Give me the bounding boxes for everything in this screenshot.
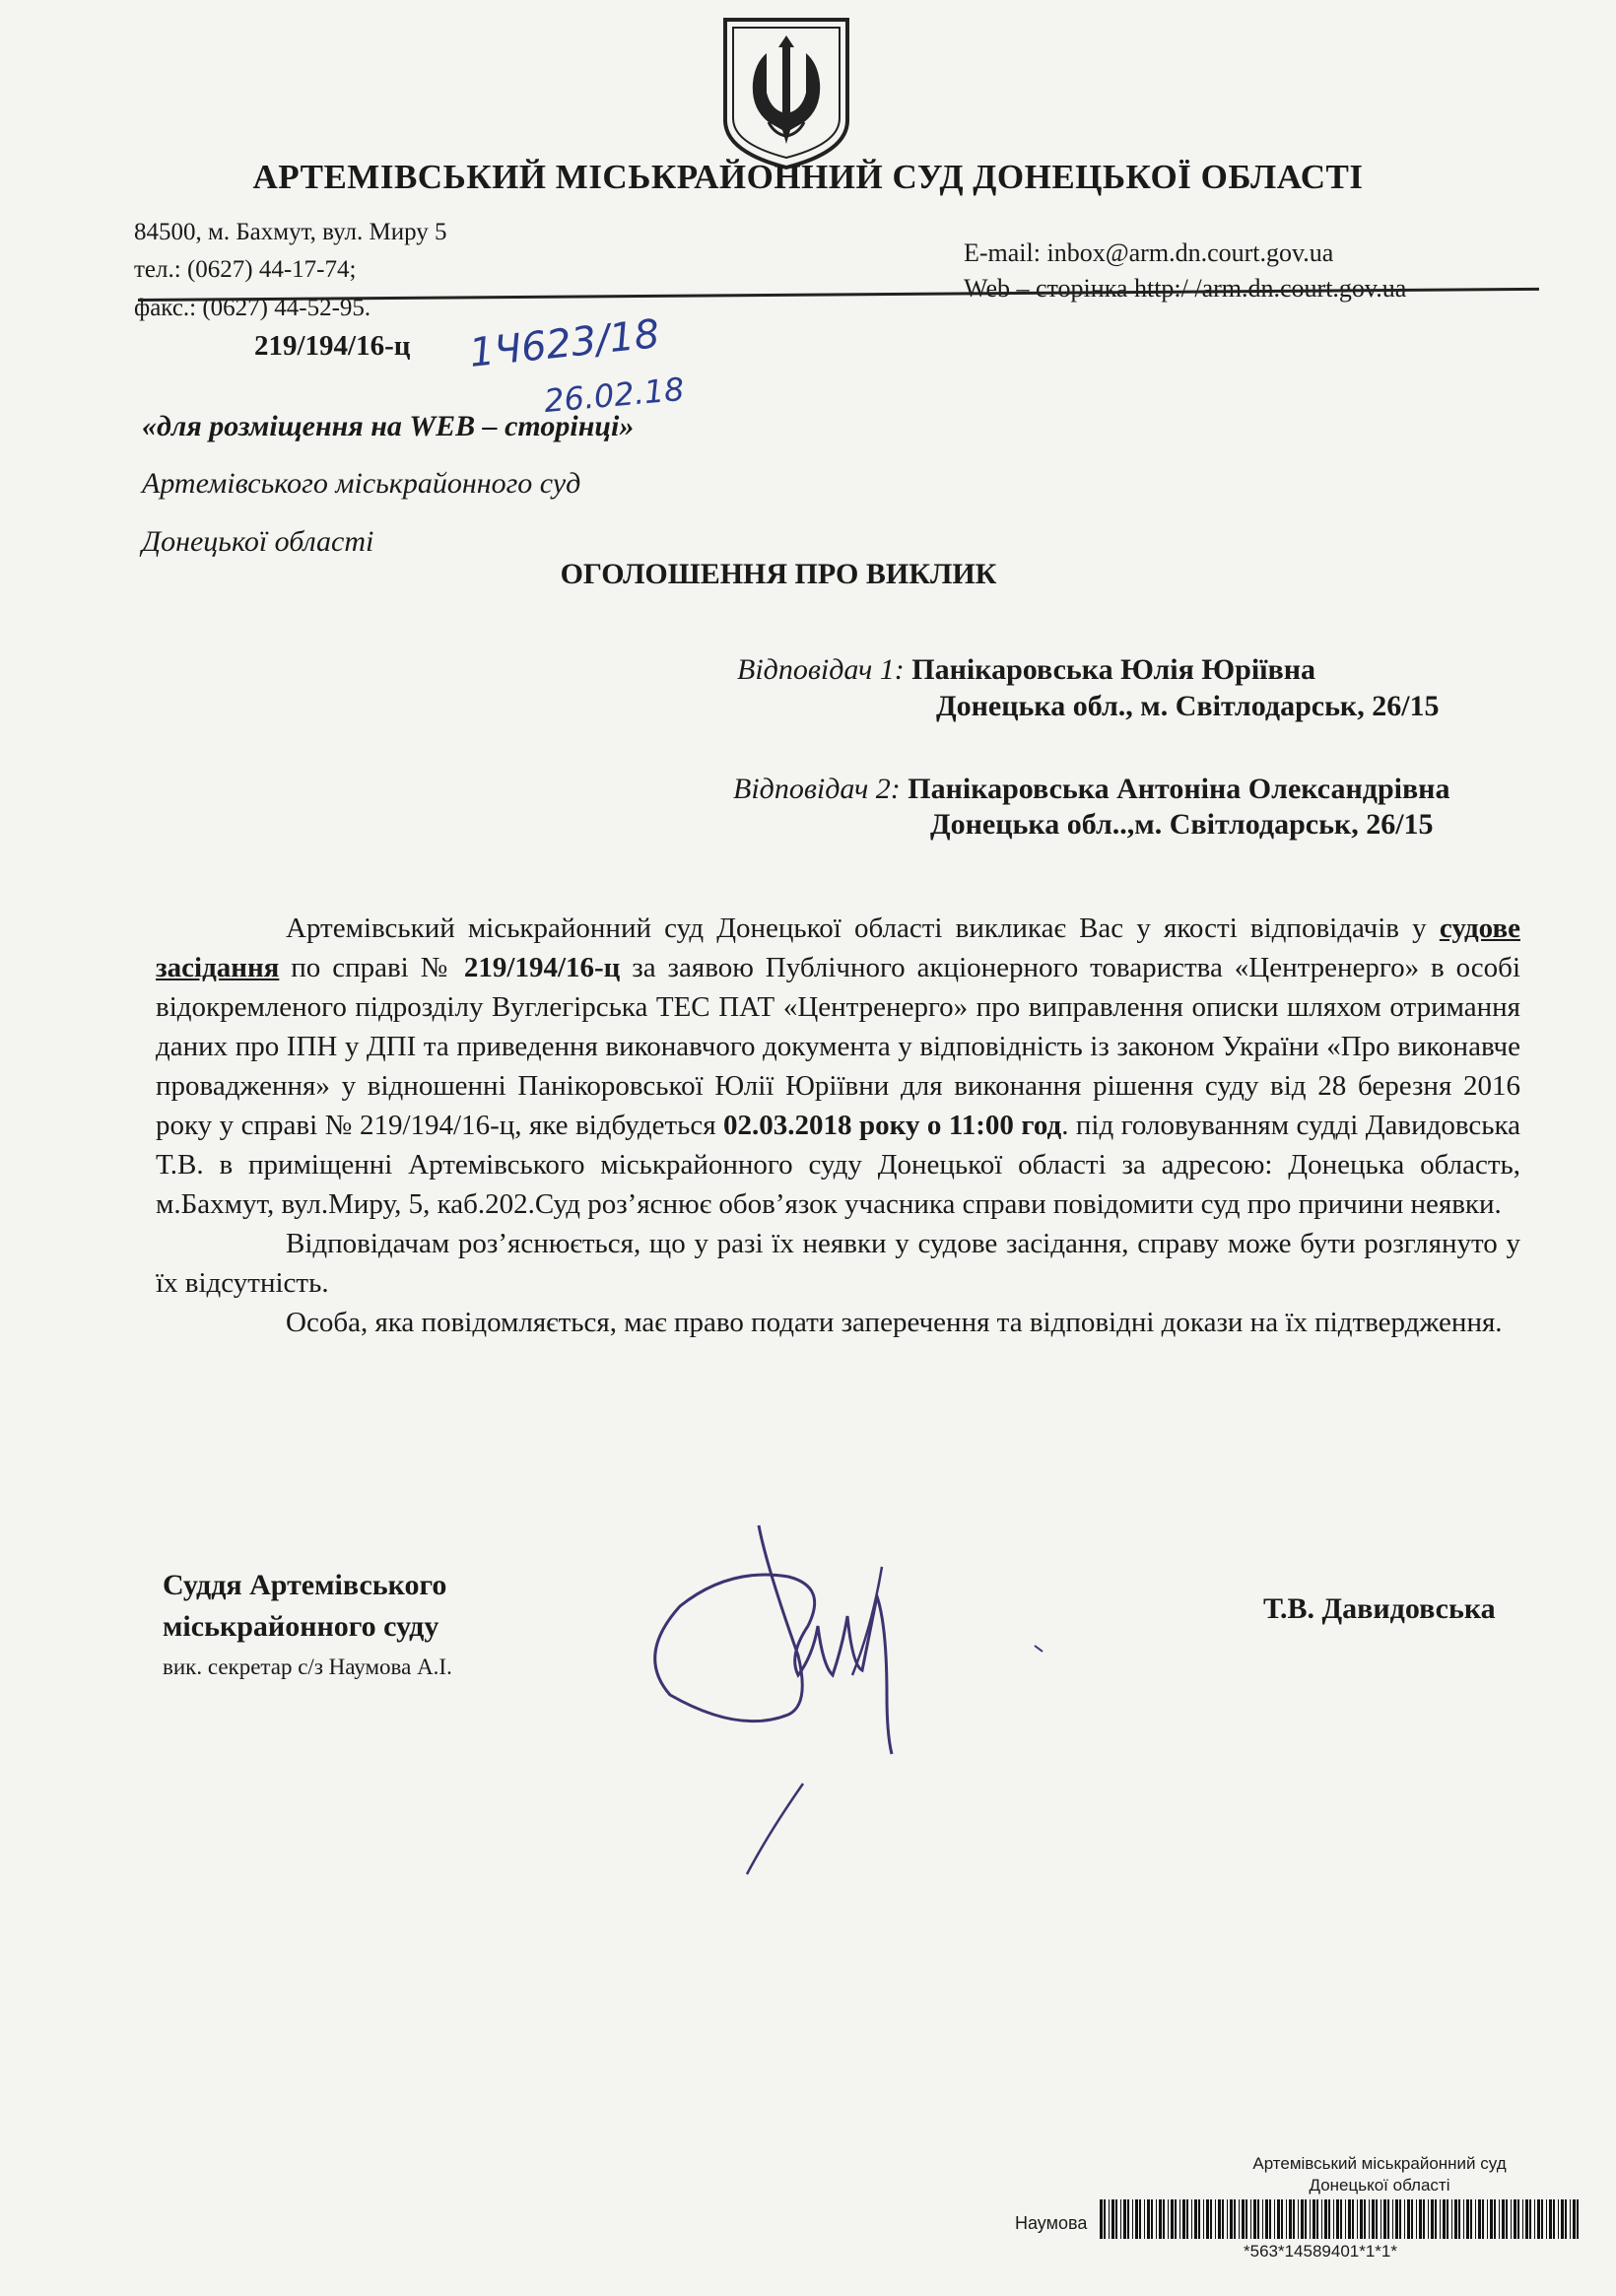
handwritten-registration-date: 26.02.18: [542, 370, 686, 421]
court-phone: тел.: (0627) 44-17-74;: [134, 256, 357, 283]
body-paragraph-1: [156, 909, 1520, 1224]
body-case-number: 219/194/16-ц: [463, 952, 621, 983]
barcode: [1100, 2199, 1582, 2239]
court-website: Web – сторінка http:/ /arm.dn.court.gov.ua: [964, 274, 1407, 303]
case-number: 219/194/16-ц: [254, 330, 411, 362]
announcement-title: ОГОЛОШЕННЯ ПРО ВИКЛИК: [560, 558, 997, 590]
stamp-org-line-2: Донецької області: [1309, 2176, 1450, 2195]
body-p1-text-a: Артемівський міськрайонний суд Донецької області викликає Вас у якості відповідачів у: [286, 912, 1440, 944]
body-p1-text-d: . під головуванням судді Давидовська Т.В. в приміщенні Артемівського міськрайонного суду Донецької області за адресою: Донецька область, м.Бахмут, вул.Миру, 5, каб.202.Суд роз’яснює обов’язок учасника справи повідомити суд про причини неявки.: [156, 1110, 1521, 1220]
judge-title-line-2: міськрайонного суду: [163, 1610, 439, 1643]
announcement-body: [156, 909, 1520, 1342]
court-address: 84500, м. Бахмут, вул. Миру 5: [134, 219, 447, 245]
court-name-heading: АРТЕМІВСЬКИЙ МІСЬКРАЙОННИЙ СУД ДОНЕЦЬКОЇ ОБЛАСТІ: [252, 158, 1364, 196]
respondent-2-label: Відповідач 2:: [733, 773, 901, 805]
body-paragraph-2: Відповідачам роз’яснюється, що у разі їх неявки у судове засідання, справу може бути розглянуто у їх відсутність.: [156, 1228, 1520, 1299]
respondent-1-line: [737, 653, 1315, 687]
respondent-1-label: Відповідач 1:: [737, 653, 905, 686]
body-paragraph-3: Особа, яка повідомляється, має право подати заперечення та відповідні докази на їх підтвердження.: [286, 1307, 1503, 1338]
respondent-1-name: Панікаровська Юлія Юріївна: [911, 653, 1315, 686]
court-line-1: Артемівського міськрайонного суд: [142, 467, 581, 500]
respondent-2-line: [733, 773, 1449, 806]
body-p1-text-b: по справі №: [279, 952, 464, 983]
ukraine-trident-emblem-icon: [717, 14, 855, 171]
handwritten-registration-number: 1Ч623/18: [467, 311, 662, 376]
judge-title-line-1: Суддя Артемівського: [163, 1569, 447, 1601]
barcode-text: *563*14589401*1*1*: [1244, 2242, 1397, 2261]
secretary-line: вик. секретар с/з Наумова А.І.: [163, 1654, 452, 1679]
judge-name: Т.В. Давидовська: [1263, 1592, 1496, 1625]
respondent-2-address: Донецька обл..,м. Світлодарськ, 26/15: [930, 808, 1434, 841]
respondent-2-name: Панікаровська Антоніна Олександрівна: [908, 773, 1450, 805]
respondent-1-address: Донецька обл., м. Світлодарськ, 26/15: [936, 690, 1440, 722]
court-line-2: Донецької області: [142, 525, 374, 558]
placement-note: «для розміщення на WEB – сторінці»: [142, 410, 635, 442]
hearing-datetime: 02.03.2018 року о 11:00 год: [723, 1110, 1062, 1141]
body-p1-text-c: за заявою Публічного акціонерного товариства «Центренерго» в особі відокремленого підрозділу Вуглегірська ТЕС ПАТ «Центренерго» про виправлення описки шляхом отримання даних про ІПН у ДПІ та приведення виконавчого документа у відповідність із законом України «Про виконавче провадження» у відношенні Панікоровської Юлії Юріївни для виконання рішення суду від 28 березня 2016 року у справі № 219/194/16-ц, яке відбудеться: [156, 952, 1520, 1141]
court-fax: факс.: (0627) 44-52-95.: [134, 295, 371, 321]
stamp-org-line-1: Артемівський міськрайонний суд: [1252, 2154, 1507, 2173]
hearing-phrase: судове засідання: [156, 912, 1520, 983]
stamp-clerk-name: Наумова: [1015, 2213, 1088, 2233]
court-email: E-mail: inbox@arm.dn.court.gov.ua: [964, 238, 1334, 267]
handwritten-signature: [640, 1508, 1054, 1922]
